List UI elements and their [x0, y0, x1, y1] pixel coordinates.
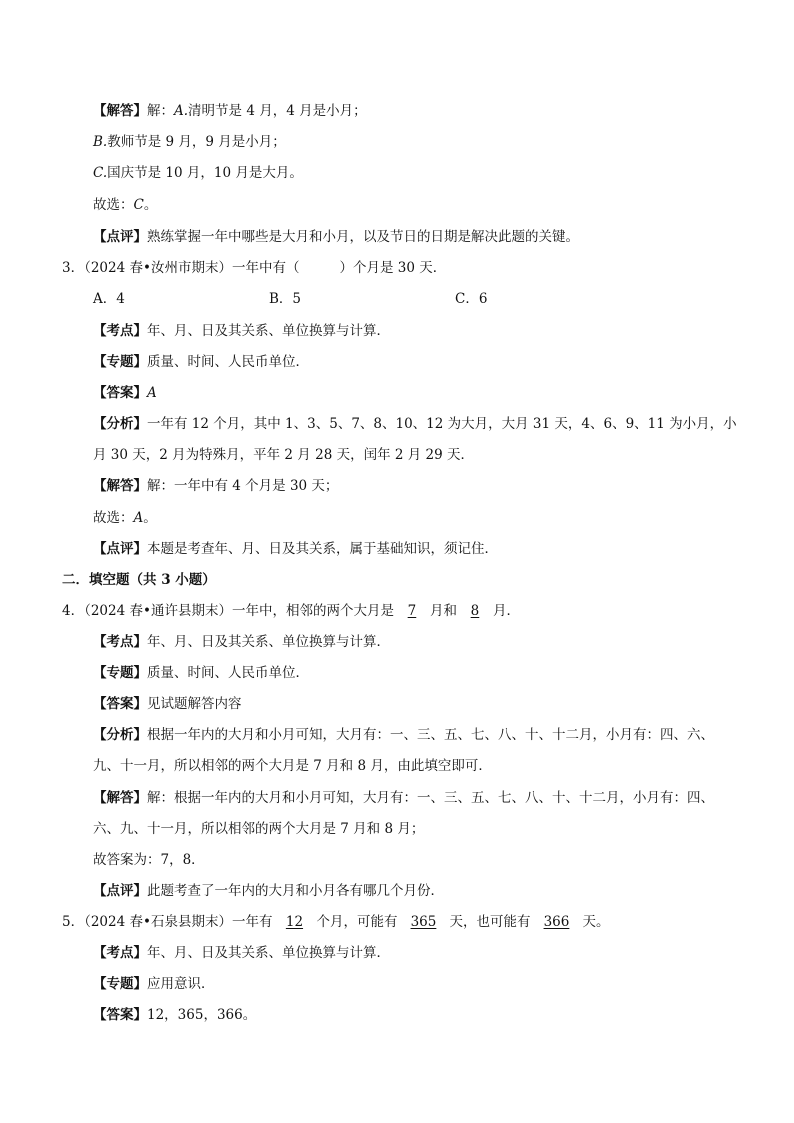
q5-blank-1: 12	[285, 914, 304, 930]
q2-answer-line-b: B.教师节是 9 月，9 月是小月；	[93, 134, 286, 150]
q3-option-b: B．5	[269, 291, 302, 307]
q5-blank-2: 365	[410, 914, 437, 930]
q4-dianping: 【点评】此题考查了一年内的大月和小月各有哪几个月份．	[93, 883, 444, 899]
q5-kaodian: 【考点】年、月、日及其关系、单位换算与计算．	[93, 945, 390, 961]
q4-daan: 【答案】见试题解答内容	[93, 696, 242, 712]
section-title: 二．填空题（共 3 小题）	[62, 572, 216, 588]
q3-fenxi-line1: 【分析】一年有 12 个月，其中 1、3、5、7、8、10、12 为大月，大月 31 天，4、6、9、11 为小月，小	[93, 416, 737, 432]
q3-dianping: 【点评】本题是考查年、月、日及其关系，属于基础知识，须记住．	[93, 541, 498, 557]
q5-zhuanti: 【专题】应用意识．	[93, 976, 215, 992]
q3-choice-line: 故选：A。	[93, 510, 157, 526]
q5-daan: 【答案】12，365，366。	[93, 1007, 257, 1023]
answer-tag: 【解答】	[93, 103, 147, 119]
q4-answer-summary: 故答案为：7，8．	[93, 852, 205, 868]
q4-kaodian: 【考点】年、月、日及其关系、单位换算与计算．	[93, 634, 390, 650]
q2-comment-line: 【点评】熟练掌握一年中哪些是大月和小月，以及节日的日期是解决此题的关键。	[93, 229, 579, 245]
q3-kaodian: 【考点】年、月、日及其关系、单位换算与计算．	[93, 323, 390, 339]
q3-daan: 【答案】A	[93, 385, 157, 401]
q4-jieda-line1: 【解答】解：根据一年内的大月和小月可知，大月有：一、三、五、七、八、十、十二月，小月有：四、	[93, 790, 714, 806]
q2-answer-line-a: 【解答】解：A.清明节是 4 月，4 月是小月；	[93, 103, 367, 119]
q4-blank-2: 8	[470, 603, 480, 619]
q4-fenxi-line2: 九、十一月，所以相邻的两个大月是 7 月和 8 月，由此填空即可．	[93, 758, 492, 774]
q2-answer-line-c: C.国庆节是 10 月，10 月是大月。	[93, 165, 303, 181]
q3-options	[93, 290, 487, 308]
q3-option-c: C．6	[455, 291, 488, 307]
q4-zhuanti: 【专题】质量、时间、人民币单位．	[93, 665, 309, 681]
q4-stem: 4．（2024 春•通许县期末）一年中，相邻的两个大月是 7 月和 8 月．	[62, 603, 520, 619]
q3-option-a: A．4	[93, 291, 125, 307]
q2-choice-line: 故选：C。	[93, 197, 158, 213]
q5-stem: 5．（2024 春•石泉县期末）一年有 12 个月，可能有 365 天，也可能有 366 天。	[62, 914, 610, 930]
q3-zhuanti: 【专题】质量、时间、人民币单位．	[93, 354, 309, 370]
q5-blank-3: 366	[543, 914, 570, 930]
comment-tag: 【点评】	[93, 229, 147, 245]
q3-fenxi-line2: 月 30 天，2 月为特殊月，平年 2 月 28 天，闰年 2 月 29 天．	[93, 447, 475, 463]
q3-stem: 3．（2024 春•汝州市期末）一年中有（ ）个月是 30 天．	[62, 260, 447, 276]
q3-jieda: 【解答】解：一年中有 4 个月是 30 天；	[93, 478, 339, 494]
q4-blank-1: 7	[407, 603, 417, 619]
q4-fenxi-line1: 【分析】根据一年内的大月和小月可知，大月有：一、三、五、七、八、十、十二月，小月有：四、六、	[93, 727, 714, 743]
q4-jieda-line2: 六、九、十一月，所以相邻的两个大月是 7 月和 8 月；	[93, 821, 425, 837]
